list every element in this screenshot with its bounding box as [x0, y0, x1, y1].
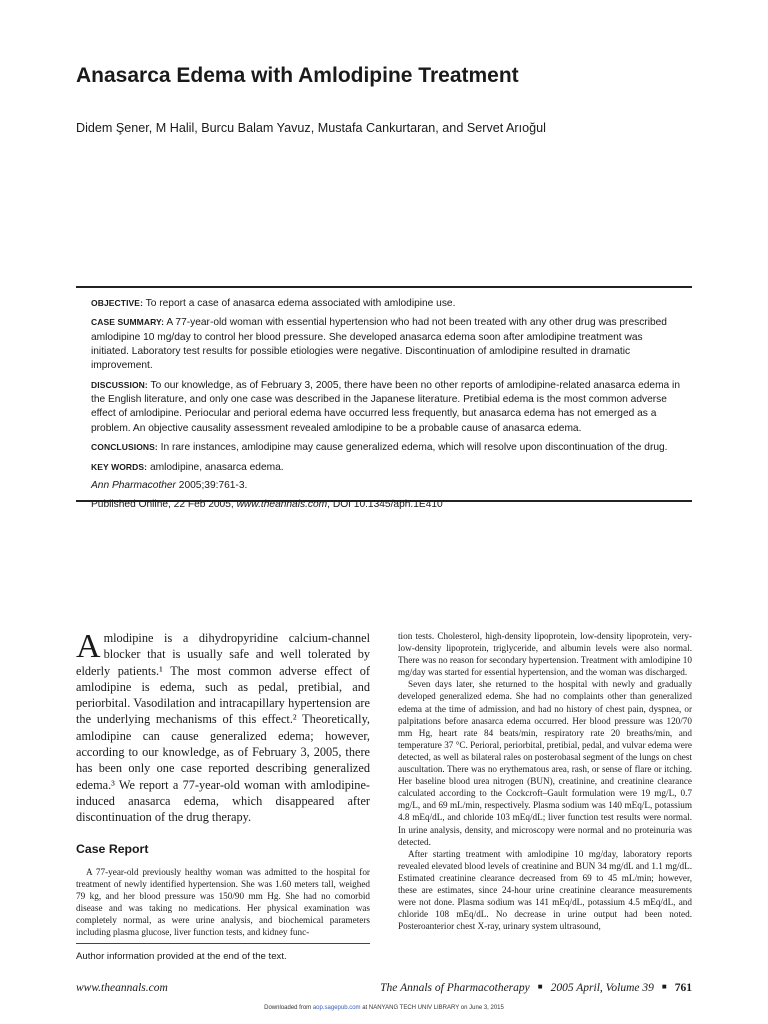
square-separator-icon: ■: [537, 982, 543, 991]
citation-line: [91, 479, 681, 493]
published-doi: , DOI 10.1345/aph.1E410: [327, 498, 443, 510]
square-separator-icon: ■: [661, 982, 667, 991]
download-source-link[interactable]: aop.sagepub.com: [312, 1005, 361, 1011]
article-title: Anasarca Edema with Amlodipine Treatment: [76, 64, 519, 87]
abstract-bottom-rule: [76, 500, 692, 502]
right-paragraph-3: After starting treatment with amlodipine 10 mg/day, laboratory reports revealed elevated blood levels of creatinine and BUN 34 mg/dL and 1.1 mg/dL. Estimated creatinine clearance decreased from 69 to 45 mL/min; however, these are estimates, since 24-hour urine creatinine clearance measurements were not done. Plasma sodium was 141 mEq/dL, potassium 4.5 mEq/dL, and chloride 108 mEq/dL. No decrease in urine output had been noted. Posteroanterior chest X-ray, urinary system ultrasound,: [398, 848, 692, 932]
abstract-case-summary: [91, 315, 681, 373]
case-summary-label: CASE SUMMARY:: [91, 317, 165, 328]
published-url-link[interactable]: www.theannals.com: [236, 498, 328, 510]
citation-ref: 2005;39:761-3.: [175, 480, 248, 492]
footer-journal-name: The Annals of Pharmacotherapy: [380, 982, 530, 994]
case-summary-text: A 77-year-old woman with essential hypertension who had not been treated with any other drug was prescribed amlodipine 10 mg/day to control her blood pressure. She developed anasarca edema soon after amlodipine treatment was initiated. Laboratory test results for possible etiologies were negative. Discontinuation of amlodipine resulted in dramatic improvement.: [91, 317, 667, 372]
keywords-label: KEY WORDS:: [91, 461, 148, 472]
author-info-footnote: Author information provided at the end of the text.: [76, 951, 287, 962]
citation-journal: Ann Pharmacother: [91, 480, 176, 492]
abstract-top-rule: [76, 286, 692, 288]
conclusions-label: CONCLUSIONS:: [91, 442, 158, 453]
discussion-text: To our knowledge, as of February 3, 2005, there have been no other reports of amlodipine-related anasarca edema in the English literature, and only one case was described in the Japanese literature. Pretibial edema is the most common adverse effect of amlodipine. Periocular and perioral edema have occurred less frequently, but anasarca edema has not emerged as a problem. An objective causality assessment revealed amlodipine to be a probable cause of anasarca edema.: [91, 379, 680, 434]
right-column: [398, 630, 692, 932]
abstract-objective: [91, 296, 681, 311]
download-notice: [0, 1005, 768, 1011]
keywords-text: amlodipine, anasarca edema.: [147, 461, 284, 473]
published-prefix: Published Online, 22 Feb 2005,: [91, 498, 237, 510]
objective-label: OBJECTIVE:: [91, 298, 144, 308]
conclusions-text: In rare instances, amlodipine may cause generalized edema, which will resolve upon discontinuation of the drug.: [157, 442, 668, 454]
objective-text: To report a case of anasarca edema associated with amlodipine use.: [143, 298, 456, 309]
abstract-conclusions: [91, 440, 681, 455]
intro-text: mlodipine is a dihydropyridine calcium-channel blocker that is usually safe and well tolerated by elderly patients.¹ The most common adverse effect of amlodipine is edema, such as pedal, pretibial, and periorbital. Vasodilation and intracapillary hypertension are the underlying mechanisms of this effect.² Theoretically, amlodipine can cause generalized edema; however, according to our knowledge, as of February 3, 2005, there has been only one case reported describing generalized edema.³ We report a 77-year-old woman with amlodipine-induced anasarca edema, which disappeared after discontinuation of the drug therapy.: [76, 631, 370, 825]
right-paragraph-2: Seven days later, she returned to the hospital with newly and gradually developed generalized edema. She had no complaints other than generalized edema at the time of admission, and had no history of chest pain, dyspnea, or palpitations before anasarca edema occurred. Her blood pressure was 120/70 mm Hg, heart rate 84 beats/min, respiratory rate 20 breaths/min, and temperature 37 °C. Perioral, periorbital, pretibial, pedal, and vulvar edema were detected, as well as bilateral rales on posterobasal segment of the lungs on chest auscultation. There was no erythematous area, rash, or sense of flare or itching. Her baseline blood urea nitrogen (BUN), creatinine, and creatinine clearance calculated according to the Cockcroft–Gault formulation were 19 mg/L, 0.7 mg/L, and 69 mL/min, respectively. Plasma sodium was 140 mEq/L, potassium 4.8 mEq/dL, and chloride 103 mEq/dL; liver function test results were normal. In urine analysis, density, and microscopy were normal and no proteinuria was detected.: [398, 679, 692, 847]
download-prefix: Downloaded from: [264, 1005, 313, 1011]
footer-issue: 2005 April, Volume 39: [550, 982, 654, 994]
left-column: [76, 630, 370, 938]
abstract-discussion: [91, 378, 681, 436]
case-report-heading: Case Report: [76, 841, 149, 856]
drop-cap: A: [76, 628, 101, 665]
intro-paragraph: [76, 630, 370, 826]
discussion-label: DISCUSSION:: [91, 379, 148, 390]
abstract-keywords: [91, 460, 681, 475]
download-suffix: at NANYANG TECH UNIV LIBRARY on June 3, 2015: [360, 1005, 504, 1011]
case-report-paragraph: A 77-year-old previously healthy woman was admitted to the hospital for treatment of newly identified hypertension. She was 1.60 meters tall, weighed 79 kg, and her blood pressure was 150/90 mm Hg. She had no comorbid disease and was taking no medications. Her physical examination was completely normal, as were urine analysis, and biochemical parameters including plasma glucose, liver function tests, and kidney func-: [76, 866, 370, 938]
footer-journal-info: [380, 982, 692, 994]
abstract-box: [91, 296, 681, 516]
footnote-rule: [76, 943, 370, 944]
right-paragraph-1: tion tests. Cholesterol, high-density lipoprotein, low-density lipoprotein, very-low-density lipoprotein, triglyceride, and albumin levels were also normal. There was no reason for secondary hypertension. Treatment with amlodipine 10 mg/day was started for essential hypertension, and the woman was discharged.: [398, 631, 692, 678]
footer-site-link[interactable]: www.theannals.com: [76, 982, 168, 994]
page-number: 761: [674, 982, 692, 994]
author-list: Didem Şener, M Halil, Burcu Balam Yavuz, Mustafa Cankurtaran, and Servet Arıoğul: [76, 121, 546, 135]
